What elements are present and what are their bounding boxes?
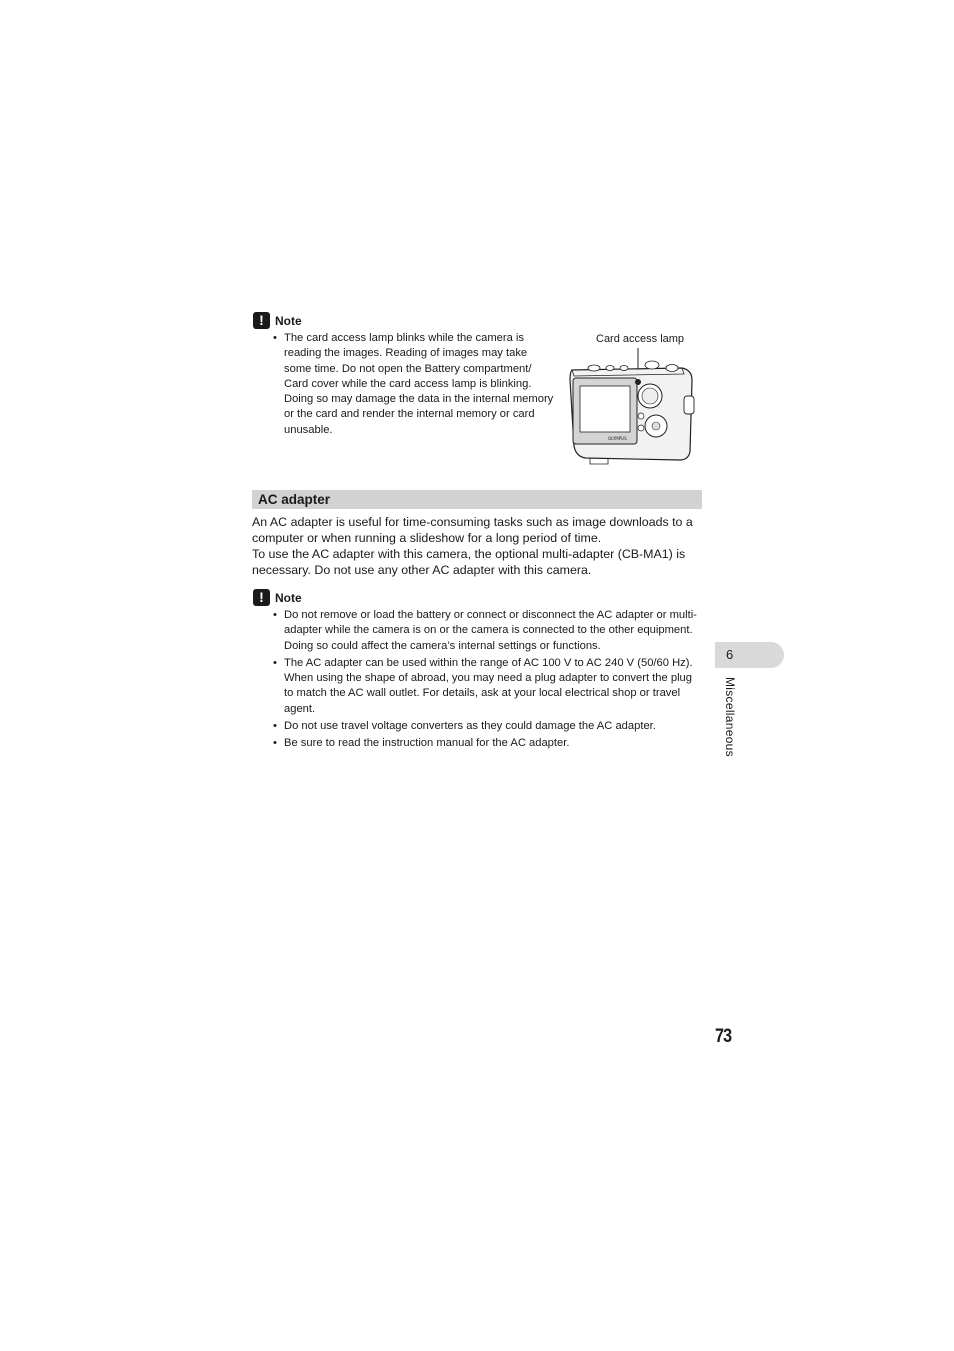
camera-back-illustration <box>564 346 700 466</box>
exclamation-icon: ! <box>253 312 270 329</box>
note-label: Note <box>275 313 302 328</box>
card-access-lamp <box>635 379 641 385</box>
page-number: 73 <box>715 1026 732 1047</box>
note-list <box>273 608 703 754</box>
section-title: AC adapter <box>252 490 702 509</box>
figure-callout: Card access lamp <box>596 333 685 345</box>
note-label: Note <box>275 590 302 605</box>
svg-text:OLYMPUS: OLYMPUS <box>608 436 627 441</box>
paragraph: An AC adapter is useful for time-consuming tasks such as image downloads to a computer or when running a slideshow for a long period of time. <box>252 515 693 545</box>
paragraph: To use the AC adapter with this camera, the optional multi-adapter (CB-MA1) is necessary. Do not use any other AC adapter with this camera. <box>252 547 686 577</box>
chapter-tab <box>715 642 784 668</box>
note-list <box>273 331 557 440</box>
note-header <box>253 312 302 329</box>
chapter-number: 6 <box>726 647 734 662</box>
list-item: • Do not remove or load the battery or connect or disconnect the AC adapter or multi-adapter while the camera is on or the camera is connected to the other equipment. Doing so could affect the camera’s internal settings or functions. <box>273 608 703 654</box>
list-item: • The card access lamp blinks while the camera is reading the images. Reading of images may take some time. Do not open the Battery compartment/ Card cover while the card access lamp is blinking. Doing so may damage the data in the internal memory or the card and render the internal memory or card unusable. <box>273 331 557 438</box>
lcd-screen <box>580 386 630 432</box>
section-body <box>252 514 704 578</box>
list-item: • Do not use travel voltage converters as they could damage the AC adapter. <box>273 719 703 734</box>
note-header <box>253 589 302 606</box>
exclamation-icon: ! <box>253 589 270 606</box>
chapter-title: Miscellaneous <box>723 677 737 757</box>
list-item: • Be sure to read the instruction manual for the AC adapter. <box>273 736 703 751</box>
list-item: • The AC adapter can be used within the range of AC 100 V to AC 240 V (50/60 Hz). When using the shape of abroad, you may need a plug adapter to convert the plug to match the AC wall outlet. For details, ask at your local electrical shop or travel agent. <box>273 656 703 717</box>
